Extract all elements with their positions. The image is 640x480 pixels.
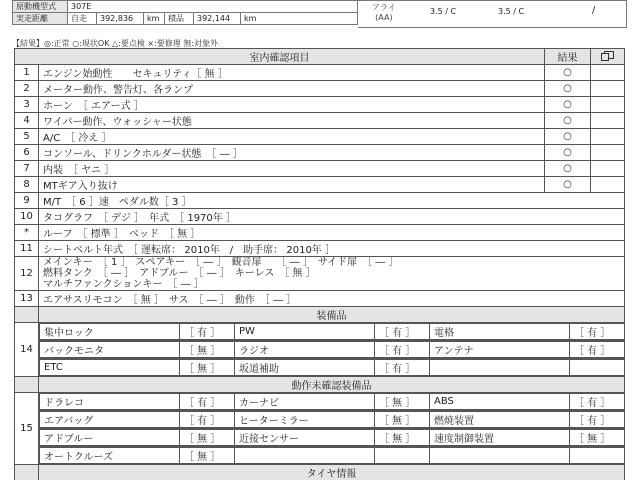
- keys-line-1: メインキー ［ 1 ］ スペアキー ［ ― ］ 観音扉 ［ ― ］ サイド扉 ［ ― ］: [43, 257, 399, 268]
- alignment-value-1: 3.5 / C: [430, 7, 457, 16]
- row-result: ○: [545, 161, 591, 177]
- equip-value: ［ 無 ］: [180, 342, 235, 358]
- row-text: A/C ［ 冷え ］: [39, 129, 545, 145]
- unconfirmed-cell: [39, 447, 625, 465]
- row-number: 1: [15, 65, 39, 81]
- row-result: ○: [545, 113, 591, 129]
- row-extra: [591, 161, 625, 177]
- row-number: 11: [15, 241, 39, 257]
- unconf-label: [235, 448, 375, 464]
- row-number: 6: [15, 145, 39, 161]
- row-text: M/T ［ 6 ］速 ペダル数［ 3 ］: [39, 193, 625, 209]
- unconfirmed-grid: [39, 411, 625, 428]
- section-spacer: [15, 307, 39, 323]
- engine-model-value: 307E: [68, 1, 358, 13]
- row-result: ○: [545, 97, 591, 113]
- equip-label: バックモニタ: [40, 342, 180, 358]
- row-number: *: [15, 225, 39, 241]
- unconfirmed-title: 動作未確認装備品: [39, 377, 625, 393]
- row-number: 8: [15, 177, 39, 193]
- row-number: 12: [15, 257, 39, 291]
- equip-value: ［ 無 ］: [180, 360, 235, 376]
- equipment-grid: [39, 341, 625, 358]
- equipment-section-header: [15, 307, 625, 323]
- unconf-value: ［ 有 ］: [570, 394, 625, 410]
- unconf-value: ［ 有 ］: [180, 394, 235, 410]
- keys-line-2: 燃料タンク ［ ― ］ アドブルー ［ ― ］ キーレス ［ 無 ］: [43, 268, 316, 279]
- row-text: メーター動作、警告灯、各ランプ: [39, 81, 545, 97]
- equip-value: ［ 有 ］: [570, 342, 625, 358]
- equip-label: ETC: [40, 360, 180, 376]
- table-row-transmission: [15, 193, 625, 209]
- row-number: 5: [15, 129, 39, 145]
- equip-label: 坂道補助: [235, 360, 375, 376]
- table-row-keys: [15, 257, 625, 291]
- table-row: [15, 97, 625, 113]
- unconf-value: ［ 無 ］: [375, 430, 430, 446]
- unconfirmed-cell: [39, 429, 625, 447]
- row-result: ○: [545, 65, 591, 81]
- row-text: ホーン ［ エアー式 ］: [39, 97, 545, 113]
- equip-value: ［ 有 ］: [375, 324, 430, 340]
- unconf-value: [375, 448, 430, 464]
- interior-check-table: [14, 48, 625, 480]
- equip-value: [570, 360, 625, 376]
- alignment-label: [372, 3, 396, 23]
- tire-section-header: [15, 465, 625, 480]
- unconfirmed-section-header: [15, 377, 625, 393]
- table-row: [15, 145, 625, 161]
- table-row-tachograph: [15, 209, 625, 225]
- unconf-label: 燃焼装置: [430, 412, 570, 428]
- alignment-value-2: 3.5 / C: [498, 7, 525, 16]
- table-row: [15, 65, 625, 81]
- equipment-row: [15, 323, 625, 341]
- row-text: ルーフ ［ 標準 ］ ベッド ［ 無 ］: [39, 225, 625, 241]
- row-extra: [591, 177, 625, 193]
- section-spacer: [15, 465, 39, 480]
- row-extra: [591, 97, 625, 113]
- row-number: 2: [15, 81, 39, 97]
- unconfirmed-grid: [39, 447, 625, 464]
- equip-label: [430, 360, 570, 376]
- table-header: [15, 49, 625, 65]
- row-result: ○: [545, 145, 591, 161]
- copy-icon[interactable]: [601, 51, 614, 61]
- unconfirmed-row: [15, 411, 625, 429]
- row-text: MTギア入り抜け: [39, 177, 545, 193]
- equip-label: ラジオ: [235, 342, 375, 358]
- table-row: [15, 129, 625, 145]
- equip-value: ［ 有 ］: [375, 342, 430, 358]
- unconf-value: ［ 有 ］: [180, 412, 235, 428]
- unconf-value: [570, 448, 625, 464]
- unconf-label: エアバッグ: [40, 412, 180, 428]
- row-keys-cell: [39, 257, 625, 291]
- equip-value: ［ 有 ］: [375, 360, 430, 376]
- unconf-value: ［ 無 ］: [180, 430, 235, 446]
- alignment-box: [358, 0, 627, 28]
- equipment-cell: [39, 341, 625, 359]
- alignment-value-3: /: [592, 5, 596, 16]
- table-row-roof: [15, 225, 625, 241]
- odometer-mod-label: 積品: [165, 13, 194, 25]
- copy-icon-cell[interactable]: [591, 49, 625, 65]
- row-text: エアサスリモコン ［ 無 ］ サス ［ ― ］ 動作 ［ ― ］: [39, 291, 625, 307]
- row-extra: [591, 81, 625, 97]
- odometer-label: 実走距離: [13, 13, 68, 25]
- unconf-value: ［ 無 ］: [570, 430, 625, 446]
- equipment-grid: [39, 323, 625, 340]
- equipment-cell: [39, 323, 625, 341]
- unconf-label: 速度制御装置: [430, 430, 570, 446]
- row-extra: [591, 129, 625, 145]
- equip-label: PW: [235, 324, 375, 340]
- row-result: ○: [545, 129, 591, 145]
- odometer-self-value: 392,836: [97, 13, 144, 25]
- row-result: ○: [545, 177, 591, 193]
- row-text: タコグラフ ［ デジ ］ 年式 ［ 1970年 ］: [39, 209, 625, 225]
- header-title: 室内確認項目: [15, 49, 545, 65]
- row-number: 15: [15, 393, 39, 465]
- unconfirmed-grid: [39, 429, 625, 446]
- alignment-label-line1: アライ: [372, 3, 396, 12]
- table-row-air-suspension: [15, 291, 625, 307]
- unconfirmed-cell: [39, 411, 625, 429]
- row-number: 14: [15, 323, 39, 377]
- unconf-label: 近接センサー: [235, 430, 375, 446]
- row-number: 9: [15, 193, 39, 209]
- header-result: 結果: [545, 49, 591, 65]
- result-legend: 【結果】◎:正常 ○:現状OK △:要点検 ×:要修理 無:対象外: [12, 39, 219, 48]
- unconf-label: アドブルー: [40, 430, 180, 446]
- row-number: 4: [15, 113, 39, 129]
- table-row-seatbelt: [15, 241, 625, 257]
- equipment-row: [15, 341, 625, 359]
- vehicle-info-table: [12, 0, 358, 25]
- odometer-self-label: 自走: [68, 13, 97, 25]
- odometer-unit: km: [241, 13, 358, 25]
- row-number: 3: [15, 97, 39, 113]
- unconfirmed-grid: [39, 393, 625, 410]
- unconf-value: ［ 無 ］: [375, 394, 430, 410]
- equip-value: ［ 有 ］: [180, 324, 235, 340]
- equipment-row: [15, 359, 625, 377]
- equipment-grid: [39, 359, 625, 376]
- equip-label: 電格: [430, 324, 570, 340]
- unconf-value: ［ 無 ］: [180, 448, 235, 464]
- unconf-label: ドラレコ: [40, 394, 180, 410]
- unconf-label: ABS: [430, 394, 570, 410]
- alignment-label-line2: (AA): [375, 13, 393, 22]
- odometer-unit: km: [144, 13, 165, 25]
- equipment-title: 装備品: [39, 307, 625, 323]
- equipment-cell: [39, 359, 625, 377]
- row-extra: [591, 113, 625, 129]
- table-row: [15, 177, 625, 193]
- unconf-label: [430, 448, 570, 464]
- row-result: ○: [545, 81, 591, 97]
- table-row: [15, 81, 625, 97]
- row-number: 7: [15, 161, 39, 177]
- odometer-mod-value: 392,144: [194, 13, 241, 25]
- table-row: [15, 161, 625, 177]
- unconf-label: オートクルーズ: [40, 448, 180, 464]
- row-number: 13: [15, 291, 39, 307]
- row-text: シートベルト年式 ［ 運転席： 2010年 / 助手席： 2010年 ］: [39, 241, 625, 257]
- unconfirmed-row: [15, 393, 625, 411]
- equip-label: アンテナ: [430, 342, 570, 358]
- unconf-value: ［ 有 ］: [570, 412, 625, 428]
- row-number: 10: [15, 209, 39, 225]
- unconf-label: カーナビ: [235, 394, 375, 410]
- unconf-value: ［ 無 ］: [375, 412, 430, 428]
- unconfirmed-row: [15, 429, 625, 447]
- row-extra: [591, 65, 625, 81]
- keys-line-3: マルチファンクションキー ［ ― ］: [43, 279, 204, 290]
- tire-title: タイヤ情報: [39, 465, 625, 480]
- unconf-label: ヒーターミラー: [235, 412, 375, 428]
- row-text: 内装 ［ ヤニ ］: [39, 161, 545, 177]
- engine-model-label: 原動機型式: [13, 1, 68, 13]
- unconfirmed-row: [15, 447, 625, 465]
- row-text: エンジン始動性 セキュリティ［ 無 ］: [39, 65, 545, 81]
- row-extra: [591, 145, 625, 161]
- table-row: [15, 113, 625, 129]
- row-text: コンソール、ドリンクホルダー状態 ［ ― ］: [39, 145, 545, 161]
- section-spacer: [15, 377, 39, 393]
- unconfirmed-cell: [39, 393, 625, 411]
- equip-value: ［ 有 ］: [570, 324, 625, 340]
- row-text: ワイパー動作、ウォッシャー状態: [39, 113, 545, 129]
- equip-label: 集中ロック: [40, 324, 180, 340]
